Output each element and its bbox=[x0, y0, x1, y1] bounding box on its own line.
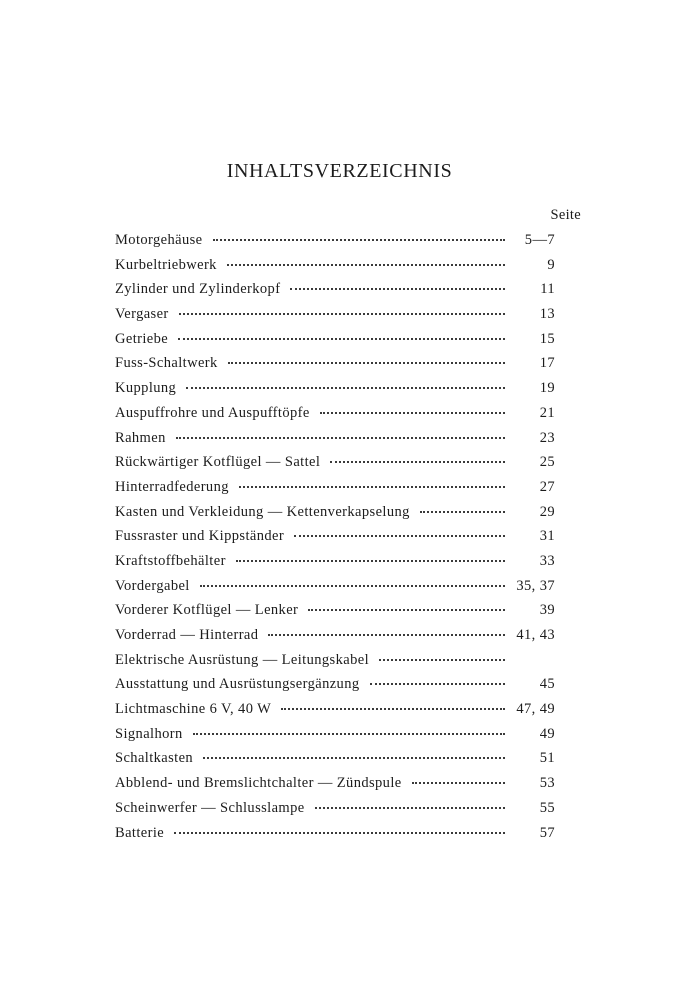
entry-page: 41, 43 bbox=[516, 627, 555, 643]
entry-page: 29 bbox=[539, 503, 555, 520]
entry-page: 55 bbox=[539, 799, 555, 816]
entry-label: Ausstattung und Ausrüstungsergänzung bbox=[115, 676, 360, 693]
entry-label: Signalhorn bbox=[115, 725, 183, 742]
entry-page: 53 bbox=[539, 775, 555, 792]
entry-label: Zylinder und Zylinderkopf bbox=[115, 281, 281, 298]
leader-dots bbox=[236, 550, 505, 562]
entry-label: Abblend- und Bremslichtchalter — Zündspule bbox=[115, 775, 402, 792]
leader-dots bbox=[227, 254, 505, 266]
entry-label: Vordergabel bbox=[115, 577, 190, 594]
entry-label: Rahmen bbox=[115, 429, 166, 446]
entry-label: Rückwärtiger Kotflügel — Sattel bbox=[115, 454, 321, 471]
leader-dots bbox=[294, 525, 505, 537]
entry-label: Kraftstoffbehälter bbox=[115, 552, 226, 569]
entry-page: 45 bbox=[539, 676, 555, 693]
entry-label: Auspuffrohre und Auspufftöpfe bbox=[115, 404, 310, 421]
entry-page: 25 bbox=[539, 454, 555, 471]
leader-dots bbox=[178, 328, 505, 340]
leader-dots bbox=[174, 822, 505, 834]
entry-page: 27 bbox=[539, 478, 555, 495]
leader-dots bbox=[239, 476, 505, 488]
entry-label: Vorderrad — Hinterrad bbox=[115, 627, 259, 643]
leader-dots bbox=[203, 747, 505, 759]
entry-label: Scheinwerfer — Schlusslampe bbox=[115, 799, 305, 816]
leader-dots bbox=[213, 229, 506, 241]
entry-page: 19 bbox=[539, 380, 555, 397]
entry-label: Kupplung bbox=[115, 380, 177, 397]
leader-dots bbox=[330, 451, 505, 463]
entry-page: 5—7 bbox=[524, 232, 555, 248]
entry-page: 47, 49 bbox=[516, 701, 555, 718]
table-of-contents bbox=[115, 232, 555, 849]
entry-label: Kasten und Verkleidung — Kettenverkapselung bbox=[115, 503, 410, 520]
leader-dots bbox=[370, 673, 505, 685]
entry-label: Vorderer Kotflügel — Lenker bbox=[115, 602, 299, 619]
leader-dots bbox=[379, 649, 505, 661]
leader-dots bbox=[308, 599, 505, 611]
entry-page: 31 bbox=[539, 528, 555, 545]
entry-label: Lichtmaschine 6 V, 40 W bbox=[115, 701, 272, 718]
leader-dots bbox=[228, 352, 505, 364]
entry-page: 57 bbox=[539, 824, 555, 841]
entry-label: Fuss-Schaltwerk bbox=[115, 355, 218, 372]
entry-page: 39 bbox=[539, 602, 555, 619]
entry-page: 49 bbox=[539, 725, 555, 742]
leader-dots bbox=[179, 303, 505, 315]
leader-dots bbox=[290, 278, 505, 290]
entry-label: Vergaser bbox=[115, 306, 169, 323]
page-column-header: Seite bbox=[550, 207, 581, 223]
entry-label: Fussraster und Kippständer bbox=[115, 528, 285, 545]
entry-page: 11 bbox=[540, 281, 555, 298]
entry-page: 15 bbox=[539, 330, 555, 347]
entry-page: 13 bbox=[539, 306, 555, 323]
toc-entry bbox=[115, 825, 555, 850]
entry-page: 35, 37 bbox=[516, 577, 555, 594]
leader-dots bbox=[420, 501, 505, 513]
entry-label: Schaltkasten bbox=[115, 750, 194, 767]
leader-dots bbox=[281, 698, 505, 710]
entry-label: Kurbeltriebwerk bbox=[115, 256, 217, 273]
leader-dots bbox=[315, 797, 505, 809]
entry-page: 23 bbox=[539, 429, 555, 446]
entry-page: 51 bbox=[539, 750, 555, 767]
leader-dots bbox=[176, 427, 505, 439]
entry-label: Motorgehäuse bbox=[115, 232, 203, 248]
document-title: INHALTSVERZEICHNIS bbox=[226, 160, 453, 182]
entry-page: 17 bbox=[539, 355, 555, 372]
leader-dots bbox=[320, 402, 505, 414]
entry-label: Getriebe bbox=[115, 330, 169, 347]
leader-dots bbox=[186, 377, 505, 389]
entry-page: 33 bbox=[539, 552, 555, 569]
leader-dots bbox=[193, 723, 505, 735]
entry-page: 9 bbox=[547, 256, 555, 273]
entry-label: Elektrische Ausrüstung — Leitungskabel bbox=[115, 651, 370, 668]
entry-label: Batterie bbox=[115, 824, 165, 841]
entry-page: 21 bbox=[539, 404, 555, 421]
leader-dots bbox=[268, 624, 505, 636]
leader-dots bbox=[200, 575, 505, 587]
leader-dots bbox=[412, 772, 505, 784]
entry-label: Hinterradfederung bbox=[115, 478, 229, 495]
